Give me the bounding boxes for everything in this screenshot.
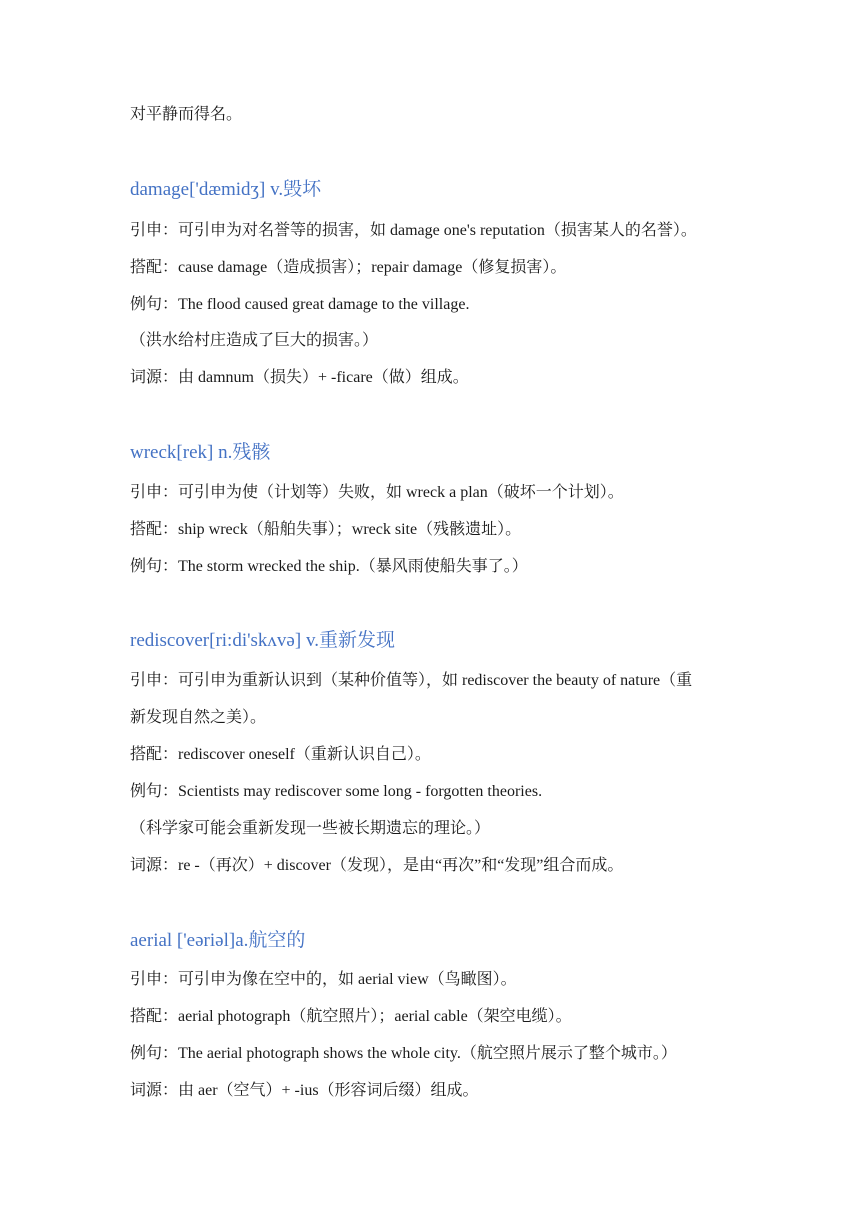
entry-line: 词源：re -（再次）+ discover（发现），是由“再次”和“发现”组合而成。 [130, 857, 624, 874]
entry-line: 搭配：cause damage（造成损害）；repair damage（修复损害）。 [130, 259, 567, 276]
entry-line: （科学家可能会重新发现一些被长期遗忘的理论。） [130, 820, 491, 837]
entry-line: 搭配：rediscover oneself（重新认识自己）。 [130, 746, 431, 763]
entry-heading-rediscover: rediscover[ri:di'skʌvə] v.重新发现 [130, 630, 395, 651]
entry-heading-aerial: aerial ['eəriəl]a.航空的 [130, 930, 306, 951]
entry-line: 引申：可引申为像在空中的，如 aerial view（鸟瞰图）。 [130, 971, 517, 988]
entry-line: 搭配：ship wreck（船舶失事）；wreck site（残骸遗址）。 [130, 521, 522, 538]
entry-line: （洪水给村庄造成了巨大的损害。） [130, 332, 379, 349]
entry-line: 例句：The aerial photograph shows the whole city.（航空照片展示了整个城市。） [130, 1045, 677, 1062]
entry-line: 引申：可引申为对名誉等的损害，如 damage one's reputation（损害某人的名誉）。 [130, 222, 697, 239]
entry-line: 引申：可引申为使（计划等）失败，如 wreck a plan（破坏一个计划）。 [130, 484, 624, 501]
intro-text: 对平静而得名。 [130, 106, 243, 123]
entry-line: 例句：Scientists may rediscover some long - forgotten theories. [130, 783, 543, 800]
entry-line: 例句：The storm wrecked the ship.（暴风雨使船失事了。） [130, 558, 528, 575]
entry-line: 例句：The flood caused great damage to the village. [130, 296, 470, 313]
entry-line: 引申：可引申为重新认识到（某种价值等），如 rediscover the beauty of nature（重 [130, 672, 693, 689]
entry-line: 新发现自然之美）。 [130, 709, 267, 726]
entry-heading-damage: damage['dæmidʒ] v.毁坏 [130, 179, 322, 200]
entry-line: 词源：由 aer（空气）+ -ius（形容词后缀）组成。 [130, 1082, 479, 1099]
entry-line: 搭配：aerial photograph（航空照片）；aerial cable（架空电缆）。 [130, 1008, 572, 1025]
entry-line: 词源：由 damnum（损失）+ -ficare（做）组成。 [130, 369, 469, 386]
entry-heading-wreck: wreck[rek] n.残骸 [130, 442, 271, 463]
